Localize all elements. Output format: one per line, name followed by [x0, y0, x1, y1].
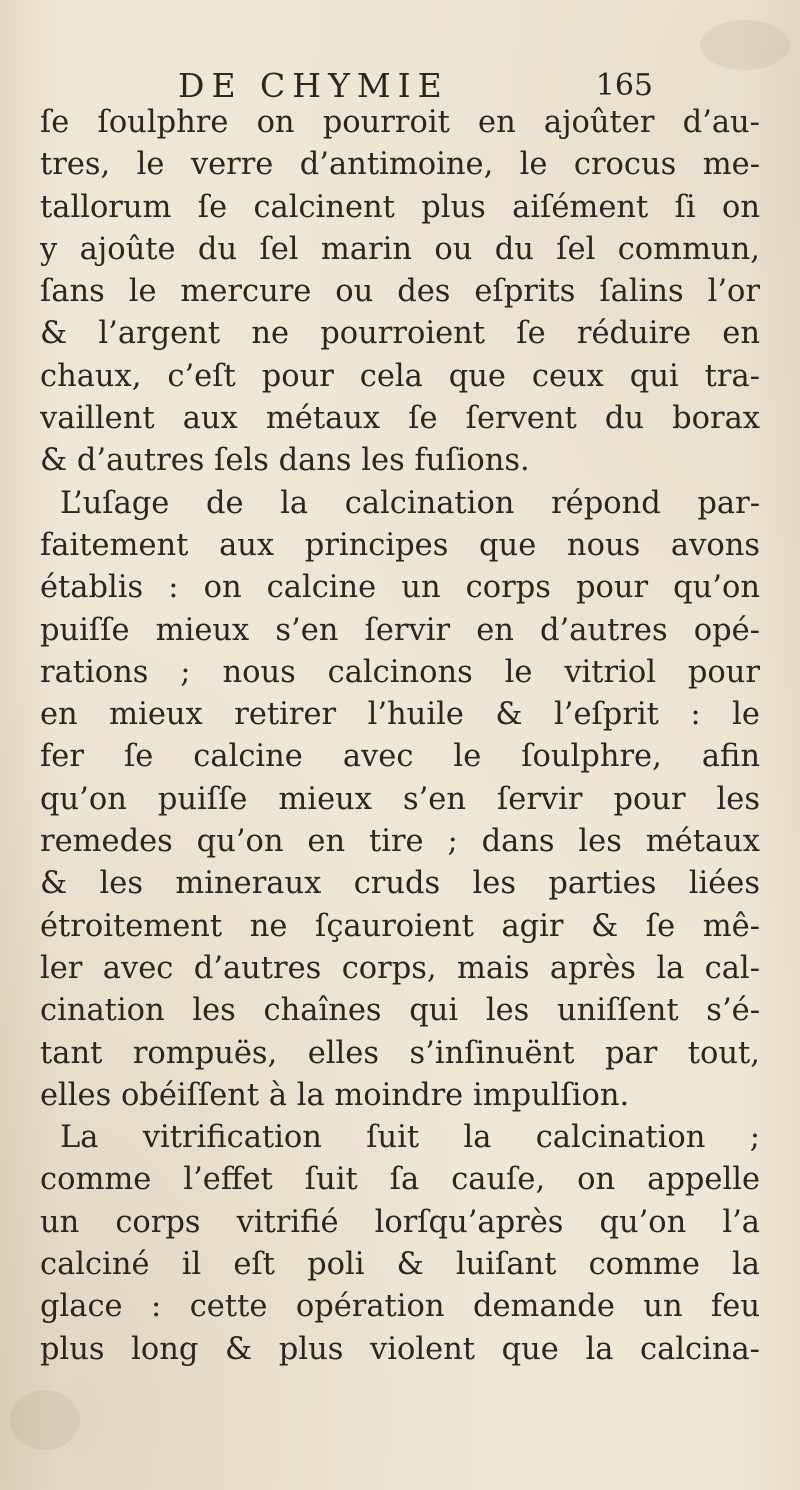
text-line: ſe ſoulphre on pourroit en ajoûter d’au- [40, 105, 760, 140]
paragraph-start-line: La vitrification ſuit la calcination ; [60, 1120, 760, 1156]
text-line: ſans le mercure ou des eſprits ſalins l’or [40, 274, 760, 310]
text-line: y ajoûte du ſel marin ou du ſel commun, [40, 231, 760, 267]
text-line: vaillent aux métaux ſe ſervent du borax [40, 401, 760, 437]
text-line: qu’on puiſſe mieux s’en ſervir pour les [40, 781, 760, 817]
text-line: puiſſe mieux s’en ſervir en d’autres opé- [40, 612, 760, 648]
paper-stain [700, 20, 790, 70]
text-line: cination les chaînes qui les uniſſent s’é- [40, 993, 760, 1029]
text-line: glace : cette opération demande un feu [40, 1289, 760, 1325]
paper-stain [10, 1390, 80, 1450]
text-line: étroitement ne ſçauroient agir & ſe mê- [40, 908, 760, 944]
text-line: & l’argent ne pourroient ſe réduire en [40, 316, 760, 352]
text-line: ler avec d’autres corps, mais après la cal- [40, 950, 760, 986]
text-line: & d’autres ſels dans les fuſions. [40, 443, 530, 479]
text-line: comme l’effet ſuit ſa cauſe, on appelle [40, 1162, 760, 1198]
text-line: un corps vitrifié lorſqu’après qu’on l’a [40, 1204, 760, 1240]
text-line: calciné il eſt poli & luiſant comme la [40, 1247, 760, 1283]
text-line: plus long & plus violent que la calcina- [40, 1331, 760, 1367]
text-line: elles obéiſſent à la moindre impulſion. [40, 1077, 630, 1113]
text-line: établis : on calcine un corps pour qu’on [40, 570, 760, 606]
page-number: 165 [595, 68, 653, 103]
text-line: & les mineraux cruds les parties liées [40, 866, 760, 902]
text-line: en mieux retirer l’huile & l’eſprit : le [40, 697, 760, 733]
text-line: tant rompuës, elles s’inſinuënt par tout, [40, 1035, 760, 1071]
text-line: fer ſe calcine avec le ſoulphre, afin [40, 739, 760, 775]
text-line: remedes qu’on en tire ; dans les métaux [40, 824, 760, 860]
paragraph-start-line: L’uſage de la calcination répond par- [60, 485, 760, 521]
text-line: tres, le verre d’antimoine, le crocus me- [40, 147, 760, 183]
running-title: DE CHYMIE [178, 66, 449, 105]
text-line: faitement aux principes que nous avons [40, 527, 760, 563]
page-header [178, 66, 653, 106]
text-line: tallorum ſe calcinent plus aiſément ſi on [40, 189, 760, 225]
text-line: chaux, c’eſt pour cela que ceux qui tra- [40, 358, 760, 394]
body-text [40, 102, 760, 1371]
text-line: rations ; nous calcinons le vitriol pour [40, 654, 760, 690]
